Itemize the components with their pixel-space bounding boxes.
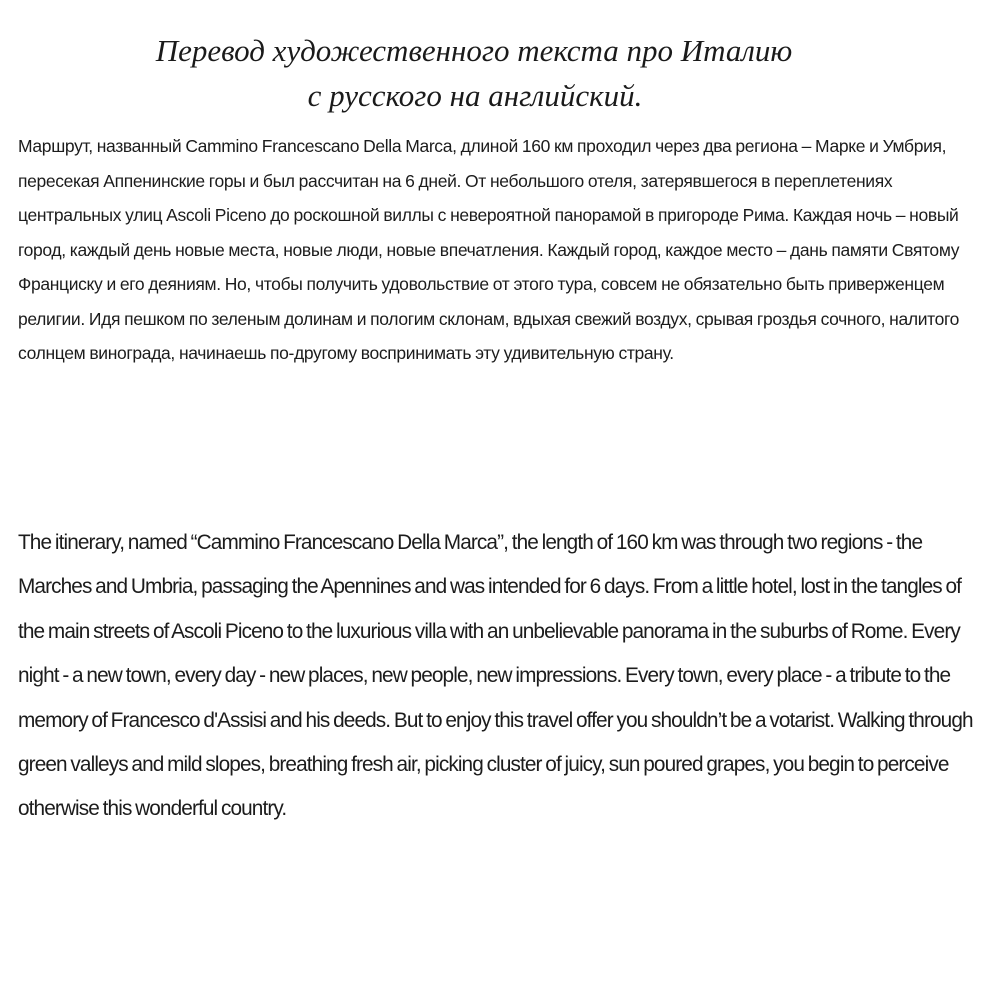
document-title xyxy=(0,28,1000,118)
title-line-1: Перевод художественного текста про Италию xyxy=(155,33,793,68)
english-paragraph: The itinerary, named “Cammino Francescano Della Marca”, the length of 160 km was through two regions - the Marches and Umbria, passaging the Apennines and was intended for 6 days. From a little hotel, lost in the tangles of the main streets of Ascoli Piceno to the luxurious villa with an unbelievable panorama in the suburbs of Rome. Every night - a new town, every day - new places, new people, new impressions. Every town, every place - a tribute to the memory of Francesco d'Assisi and his deeds. But to enjoy this travel offer you shouldn’t be a votarist. Walking through green valleys and mild slopes, breathing fresh air, picking cluster of juicy, sun poured grapes, you begin to perceive otherwise this wonderful country. xyxy=(18,531,973,821)
russian-paragraph: Маршрут, названный Cammino Francescano Della Marca, длиной 160 км проходил через два региона – Марке и Умбрия, пересекая Аппенинские горы и был рассчитан на 6 дней. От небольшого отеля, затерявшегося в переплетениях центральных улиц Ascoli Piceno до роскошной виллы с невероятной панорамой в пригороде Рима. Каждая ночь – новый город, каждый день новые места, новые люди, новые впечатления. Каждый город, каждое место – дань памяти Святому Франциску и его деяниям. Но, чтобы получить удовольствие от этого тура, совсем не обязательно быть приверженцем религии. Идя пешком по зеленым долинам и пологим склонам, вдыхая свежий воздух, срывая гроздья сочного, налитого солнцем винограда, начинаешь по-другому воспринимать эту удивительную страну. xyxy=(18,136,960,363)
title-line-2: с русского на английский. xyxy=(307,78,643,113)
